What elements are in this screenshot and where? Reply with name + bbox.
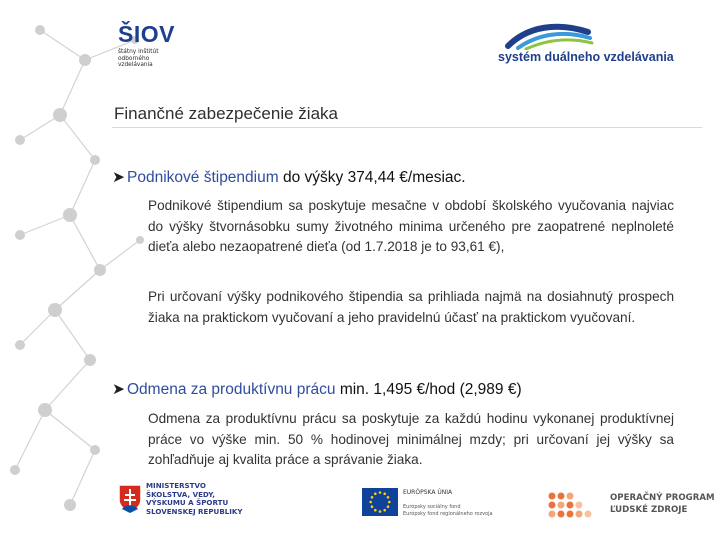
ministry-logo (118, 482, 248, 526)
bullet-productive-work-amount: min. 1,495 €/hod (2,989 €) (335, 381, 522, 398)
bullet-scholarship-label: Podnikové štipendium (127, 169, 279, 186)
arrow-bullet-icon: ➤ (112, 381, 125, 398)
eu-logo (362, 488, 532, 518)
dual-education-logo (498, 22, 698, 72)
eu-funds: Európsky sociálny fond Európsky fond regionálneho rozvoja (403, 504, 493, 517)
bullet-productive-work (112, 380, 522, 399)
scholarship-paragraph-2: Pri určovaní výšky podnikového štipendia sa prihliada najmä na dosiahnutý prospech žiaka na praktickom vyučovaní a jeho pravidelnú účasť na praktickom vyučovaní. (148, 289, 674, 325)
dual-education-swoosh-icon (498, 22, 698, 50)
operational-programme-dots-icon (546, 490, 602, 526)
title-divider (112, 127, 702, 128)
eu-flag-icon (362, 488, 398, 516)
dual-education-logo-text: systém duálneho vzdelávania (498, 50, 674, 64)
operational-programme-logo (546, 490, 715, 526)
bullet-productive-work-label: Odmena za produktívnu prácu (127, 381, 336, 398)
arrow-bullet-icon: ➤ (112, 169, 125, 186)
productive-work-paragraph: Odmena za produktívnu prácu sa poskytuje za každú hodinu vykonanej produktívnej práce vo výške min. 50 % hodinovej minimálnej mzdy; pri určovaní jej výšky sa zohľadňuje aj kvalita práce a správanie žiaka. (148, 411, 674, 467)
slide-title: Finančné zabezpečenie žiaka (114, 104, 338, 123)
operational-programme-text: OPERAČNÝ PROGRAM ĽUDSKÉ ZDROJE (610, 493, 715, 515)
siov-logo-wordmark: ŠIOV (118, 21, 175, 47)
ministry-logo-text: MINISTERSTVO ŠKOLSTVA, VEDY, VÝSKUMU A ŠPORTU SLOVENSKEJ REPUBLIKY (146, 481, 243, 517)
slovak-coat-of-arms-icon (118, 484, 142, 514)
eu-name: EURÓPSKA ÚNIA (403, 489, 453, 496)
bullet-scholarship (112, 168, 466, 187)
siov-logo-subtitle: štátny inštitút odborného vzdelávania (118, 49, 159, 69)
bullet-scholarship-amount: do výšky 374,44 €/mesiac. (278, 169, 466, 186)
siov-logo (118, 22, 188, 69)
scholarship-paragraph-1: Podnikové štipendium sa poskytuje mesačne v období školského vyučovania najviac do výšky štvornásobku sumy životného minima určeného pre zaopatrené neplnoleté dieťa alebo nezaopatrené dieťa (od 1.7.2018 je to 93,61 €), (148, 198, 674, 254)
